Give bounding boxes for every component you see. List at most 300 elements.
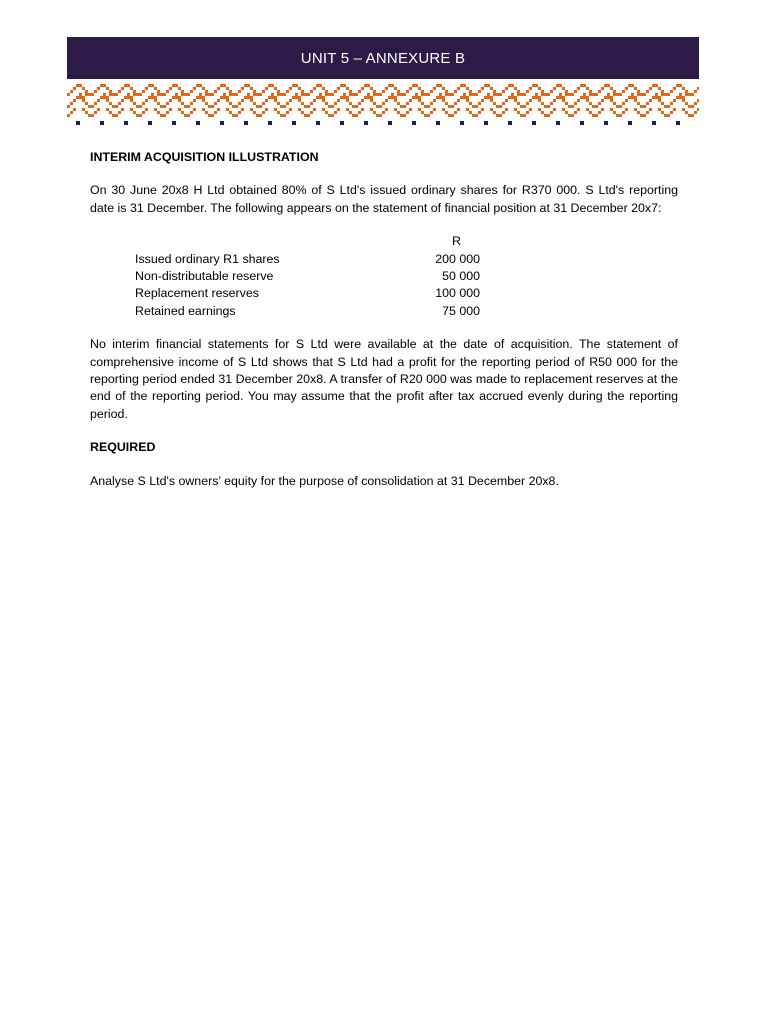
pattern-pixel: [529, 99, 532, 102]
pattern-pixel: [268, 96, 271, 99]
pattern-pixel: [475, 105, 478, 108]
pattern-pixel: [664, 105, 667, 108]
pattern-pixel: [676, 84, 679, 87]
pattern-pixel: [397, 111, 400, 114]
pattern-pixel: [430, 111, 433, 114]
pattern-pixel: [136, 114, 139, 117]
pattern-pixel: [331, 114, 334, 117]
pattern-pixel: [511, 84, 514, 87]
pattern-pixel: [103, 96, 106, 99]
pattern-pixel: [265, 99, 268, 102]
pattern-pixel: [658, 96, 661, 99]
pattern-pixel: [514, 96, 517, 99]
pattern-pixel: [301, 90, 304, 93]
pattern-pixel: [604, 96, 607, 99]
pattern-pixel: [109, 90, 112, 93]
pattern-pixel: [640, 93, 643, 96]
pattern-pixel: [451, 105, 454, 108]
pattern-pixel: [376, 105, 379, 108]
pattern-pixel: [88, 105, 91, 108]
pattern-pixel: [454, 102, 457, 105]
pattern-pixel: [634, 96, 637, 99]
pattern-pixel: [373, 90, 376, 93]
pattern-pixel: [214, 102, 217, 105]
pattern-pixel: [445, 102, 448, 105]
pattern-pixel: [205, 111, 208, 114]
pattern-pixel: [370, 87, 373, 90]
pattern-pixel: [241, 87, 244, 90]
pattern-pixel: [181, 90, 184, 93]
pattern-pixel: [595, 114, 598, 117]
pattern-pixel: [397, 93, 400, 96]
pattern-pixel: [229, 102, 232, 105]
pattern-dot: [124, 121, 128, 125]
pattern-pixel: [556, 96, 559, 99]
pattern-pixel: [178, 87, 181, 90]
table-row: [90, 285, 490, 302]
pattern-pixel: [622, 102, 625, 105]
pattern-pixel: [577, 108, 580, 111]
pattern-pixel: [433, 87, 436, 90]
pattern-pixel: [427, 105, 430, 108]
pattern-pixel: [553, 87, 556, 90]
pattern-pixel: [202, 99, 205, 102]
pattern-pixel: [448, 105, 451, 108]
pattern-pixel: [586, 87, 589, 90]
pattern-pixel: [349, 93, 352, 96]
pattern-pixel: [373, 111, 376, 114]
pattern-pixel: [205, 102, 208, 105]
pattern-pixel: [280, 105, 283, 108]
pattern-pixel: [682, 108, 685, 111]
pattern-pixel: [469, 111, 472, 114]
pattern-pixel: [502, 90, 505, 93]
pattern-pixel: [694, 111, 697, 114]
pattern-pixel: [190, 111, 193, 114]
pattern-pixel: [400, 114, 403, 117]
pattern-pixel: [487, 96, 490, 99]
pattern-pixel: [202, 87, 205, 90]
page-header-banner: [67, 37, 699, 79]
pattern-pixel: [298, 108, 301, 111]
pattern-pixel: [250, 108, 253, 111]
pattern-pixel: [670, 111, 673, 114]
decorative-pattern-band: [67, 81, 699, 127]
pattern-pixel: [253, 111, 256, 114]
pattern-pixel: [313, 99, 316, 102]
pattern-pixel: [682, 99, 685, 102]
pattern-pixel: [214, 90, 217, 93]
pattern-pixel: [388, 84, 391, 87]
pattern-pixel: [304, 105, 307, 108]
pattern-pixel: [514, 87, 517, 90]
pattern-pixel: [382, 90, 385, 93]
pattern-pixel: [523, 105, 526, 108]
pattern-pixel: [601, 99, 604, 102]
pattern-dot: [196, 121, 200, 125]
pattern-pixel: [286, 90, 289, 93]
pattern-dot: [148, 121, 152, 125]
pattern-pixel: [253, 90, 256, 93]
pattern-pixel: [559, 93, 562, 96]
pattern-pixel: [694, 90, 697, 93]
pattern-pixel: [478, 111, 481, 114]
pattern-pixel: [682, 87, 685, 90]
pattern-pixel: [259, 114, 262, 117]
pattern-pixel: [196, 84, 199, 87]
pattern-pixel: [169, 108, 172, 111]
pattern-pixel: [154, 99, 157, 102]
pattern-pixel: [259, 93, 262, 96]
pattern-pixel: [586, 99, 589, 102]
pattern-pixel: [484, 84, 487, 87]
pattern-pixel: [346, 87, 349, 90]
pattern-pixel: [463, 93, 466, 96]
pattern-pixel: [631, 93, 634, 96]
pattern-pixel: [466, 99, 469, 102]
pattern-pixel: [130, 87, 133, 90]
pattern-pixel: [619, 105, 622, 108]
pattern-pixel: [688, 105, 691, 108]
pattern-pixel: [148, 84, 151, 87]
pattern-pixel: [565, 93, 568, 96]
pattern-pixel: [118, 90, 121, 93]
pattern-pixel: [166, 102, 169, 105]
pattern-pixel: [622, 111, 625, 114]
pattern-pixel: [439, 84, 442, 87]
pattern-pixel: [274, 108, 277, 111]
pattern-pixel: [472, 105, 475, 108]
pattern-pixel: [226, 99, 229, 102]
pattern-pixel: [361, 87, 364, 90]
pattern-pixel: [379, 105, 382, 108]
pattern-pixel: [673, 108, 676, 111]
pattern-pixel: [109, 102, 112, 105]
pattern-pixel: [541, 90, 544, 93]
pattern-pixel: [322, 108, 325, 111]
pattern-pixel: [331, 105, 334, 108]
pattern-pixel: [220, 96, 223, 99]
pattern-pixel: [319, 84, 322, 87]
pattern-pixel: [598, 111, 601, 114]
pattern-pixel: [229, 90, 232, 93]
pattern-pixel: [613, 90, 616, 93]
pattern-pixel: [469, 102, 472, 105]
pattern-pixel: [565, 111, 568, 114]
pattern-pixel: [307, 114, 310, 117]
row-label: Issued ordinary R1 shares: [135, 251, 280, 266]
body-paragraph: No interim financial statements for S Ltd were available at the date of acquisition. The statement of comprehensive income of S Ltd shows that S Ltd had a profit for the reporting period of R50 000 for the reporting period ended 31 December 20x8. A transfer of R20 000 was made to replacement reserves at the end of the reporting period. You may assume that the profit after tax accrued evenly during the reporting period.: [90, 337, 678, 421]
pattern-pixel: [232, 105, 235, 108]
pattern-pixel: [601, 108, 604, 111]
table-row: [90, 268, 490, 285]
pattern-pixel: [238, 111, 241, 114]
pattern-pixel: [145, 108, 148, 111]
pattern-pixel: [67, 114, 70, 117]
pattern-pixel: [118, 102, 121, 105]
pattern-pixel: [163, 93, 166, 96]
pattern-pixel: [346, 108, 349, 111]
pattern-dot: [508, 121, 512, 125]
pattern-dot: [340, 121, 344, 125]
pattern-pixel: [397, 102, 400, 105]
pattern-pixel: [676, 96, 679, 99]
pattern-pixel: [187, 93, 190, 96]
pattern-pixel: [232, 114, 235, 117]
pattern-pixel: [184, 114, 187, 117]
pattern-pixel: [319, 96, 322, 99]
pattern-pixel: [205, 90, 208, 93]
pattern-pixel: [550, 90, 553, 93]
pattern-pixel: [586, 96, 589, 99]
pattern-pixel: [112, 105, 115, 108]
pattern-pixel: [73, 99, 76, 102]
pattern-pixel: [322, 87, 325, 90]
pattern-pixel: [595, 105, 598, 108]
pattern-pixel: [157, 111, 160, 114]
row-value: 75 000: [442, 303, 480, 318]
pattern-pixel: [328, 93, 331, 96]
pattern-pixel: [286, 102, 289, 105]
pattern-pixel: [70, 90, 73, 93]
pattern-pixel: [664, 114, 667, 117]
pattern-pixel: [178, 96, 181, 99]
pattern-pixel: [262, 111, 265, 114]
pattern-pixel: [367, 93, 370, 96]
pattern-pixel: [88, 114, 91, 117]
pattern-pixel: [157, 90, 160, 93]
pattern-pixel: [694, 102, 697, 105]
pattern-pixel: [94, 102, 97, 105]
pattern-pixel: [442, 87, 445, 90]
pattern-pixel: [640, 114, 643, 117]
pattern-pixel: [175, 93, 178, 96]
pattern-pixel: [511, 96, 514, 99]
pattern-pixel: [490, 87, 493, 90]
pattern-pixel: [529, 108, 532, 111]
pattern-pixel: [592, 93, 595, 96]
pattern-pixel: [481, 99, 484, 102]
pattern-pixel: [691, 105, 694, 108]
pattern-pixel: [322, 96, 325, 99]
pattern-pixel: [139, 93, 142, 96]
pattern-pixel: [211, 105, 214, 108]
pattern-pixel: [550, 102, 553, 105]
pattern-pixel: [478, 90, 481, 93]
pattern-pixel: [106, 87, 109, 90]
pattern-pixel: [610, 108, 613, 111]
pattern-dot: [604, 121, 608, 125]
pattern-pixel: [163, 105, 166, 108]
pattern-pixel: [265, 87, 268, 90]
pattern-pixel: [91, 93, 94, 96]
pattern-pixel: [238, 102, 241, 105]
pattern-pixel: [85, 93, 88, 96]
pattern-pixel: [91, 114, 94, 117]
document-body: [90, 149, 678, 506]
pattern-pixel: [535, 93, 538, 96]
pattern-pixel: [136, 105, 139, 108]
pattern-pixel: [583, 84, 586, 87]
pattern-pixel: [328, 114, 331, 117]
pattern-dot: [364, 121, 368, 125]
pattern-pixel: [472, 93, 475, 96]
pattern-pixel: [355, 114, 358, 117]
pattern-pixel: [538, 108, 541, 111]
pattern-pixel: [628, 96, 631, 99]
pattern-pixel: [139, 105, 142, 108]
pattern-pixel: [154, 87, 157, 90]
pattern-pixel: [190, 102, 193, 105]
pattern-pixel: [691, 93, 694, 96]
pattern-pixel: [241, 108, 244, 111]
pattern-pixel: [631, 96, 634, 99]
pattern-pixel: [280, 93, 283, 96]
pattern-pixel: [469, 93, 472, 96]
pattern-pixel: [559, 84, 562, 87]
pattern-pixel: [493, 90, 496, 93]
pattern-pixel: [217, 108, 220, 111]
pattern-pixel: [262, 90, 265, 93]
pattern-pixel: [160, 93, 163, 96]
pattern-pixel: [196, 96, 199, 99]
pattern-pixel: [85, 90, 88, 93]
pattern-pixel: [127, 96, 130, 99]
pattern-pixel: [412, 84, 415, 87]
pattern-pixel: [652, 84, 655, 87]
pattern-pixel: [232, 93, 235, 96]
pattern-pixel: [406, 90, 409, 93]
pattern-pixel: [376, 93, 379, 96]
pattern-pixel: [136, 93, 139, 96]
pattern-pixel: [562, 108, 565, 111]
pattern-pixel: [598, 90, 601, 93]
pattern-pixel: [637, 102, 640, 105]
pattern-pixel: [397, 90, 400, 93]
required-heading: REQUIRED: [90, 440, 156, 455]
pattern-pixel: [211, 114, 214, 117]
pattern-pixel: [655, 96, 658, 99]
pattern-pixel: [442, 108, 445, 111]
pattern-pixel: [421, 102, 424, 105]
pattern-dot: [76, 121, 80, 125]
pattern-pixel: [526, 111, 529, 114]
pattern-pixel: [331, 93, 334, 96]
pattern-pixel: [430, 90, 433, 93]
pattern-pixel: [145, 87, 148, 90]
pattern-dot: [556, 121, 560, 125]
pattern-pixel: [634, 99, 637, 102]
pattern-pixel: [652, 96, 655, 99]
pattern-pixel: [661, 93, 664, 96]
pattern-pixel: [67, 105, 70, 108]
pattern-pixel: [517, 111, 520, 114]
pattern-pixel: [76, 96, 79, 99]
pattern-pixel: [343, 84, 346, 87]
pattern-pixel: [514, 108, 517, 111]
pattern-dot: [412, 121, 416, 125]
pattern-pixel: [487, 93, 490, 96]
pattern-pixel: [334, 111, 337, 114]
pattern-pixel: [619, 93, 622, 96]
pattern-pixel: [442, 99, 445, 102]
pattern-pixel: [469, 90, 472, 93]
pattern-pixel: [610, 99, 613, 102]
pattern-pixel: [499, 93, 502, 96]
pattern-pixel: [493, 102, 496, 105]
pattern-pixel: [421, 93, 424, 96]
pattern-pixel: [178, 99, 181, 102]
pattern-pixel: [298, 99, 301, 102]
pattern-pixel: [613, 111, 616, 114]
pattern-pixel: [616, 93, 619, 96]
pattern-pixel: [466, 87, 469, 90]
pattern-pixel: [685, 111, 688, 114]
pattern-pixel: [472, 114, 475, 117]
pattern-pixel: [673, 99, 676, 102]
pattern-pixel: [94, 90, 97, 93]
pattern-pixel: [184, 105, 187, 108]
pattern-pixel: [304, 93, 307, 96]
pattern-pixel: [544, 105, 547, 108]
pattern-pixel: [544, 114, 547, 117]
row-label: Replacement reserves: [135, 286, 259, 301]
pattern-pixel: [112, 114, 115, 117]
pattern-pixel: [295, 96, 298, 99]
pattern-pixel: [577, 87, 580, 90]
pattern-pixel: [433, 99, 436, 102]
pattern-pixel: [670, 102, 673, 105]
pattern-pixel: [394, 99, 397, 102]
pattern-pixel: [124, 84, 127, 87]
pattern-pixel: [445, 90, 448, 93]
pattern-pixel: [541, 102, 544, 105]
pattern-pixel: [391, 93, 394, 96]
pattern-pixel: [649, 87, 652, 90]
pattern-pixel: [628, 84, 631, 87]
pattern-pixel: [130, 99, 133, 102]
pattern-pixel: [79, 96, 82, 99]
pattern-pixel: [562, 87, 565, 90]
pattern-pixel: [460, 84, 463, 87]
pattern-pixel: [88, 93, 91, 96]
pattern-dot: [388, 121, 392, 125]
pattern-pixel: [253, 93, 256, 96]
pattern-pixel: [82, 96, 85, 99]
pattern-pixel: [487, 84, 490, 87]
pattern-pixel: [631, 84, 634, 87]
pattern-pixel: [592, 105, 595, 108]
pattern-pixel: [406, 102, 409, 105]
pattern-pixel: [583, 93, 586, 96]
pattern-pixel: [82, 87, 85, 90]
pattern-pixel: [454, 111, 457, 114]
row-label: Non-distributable reserve: [135, 269, 274, 283]
pattern-pixel: [643, 93, 646, 96]
pattern-pixel: [130, 108, 133, 111]
pattern-pixel: [208, 114, 211, 117]
pattern-pixel: [616, 105, 619, 108]
pattern-pixel: [313, 108, 316, 111]
pattern-pixel: [670, 90, 673, 93]
pattern-pixel: [337, 87, 340, 90]
pattern-pixel: [640, 105, 643, 108]
row-value: 100 000: [435, 286, 480, 301]
pattern-pixel: [541, 111, 544, 114]
pattern-pixel: [325, 90, 328, 93]
pattern-pixel: [382, 111, 385, 114]
pattern-pixel: [517, 102, 520, 105]
